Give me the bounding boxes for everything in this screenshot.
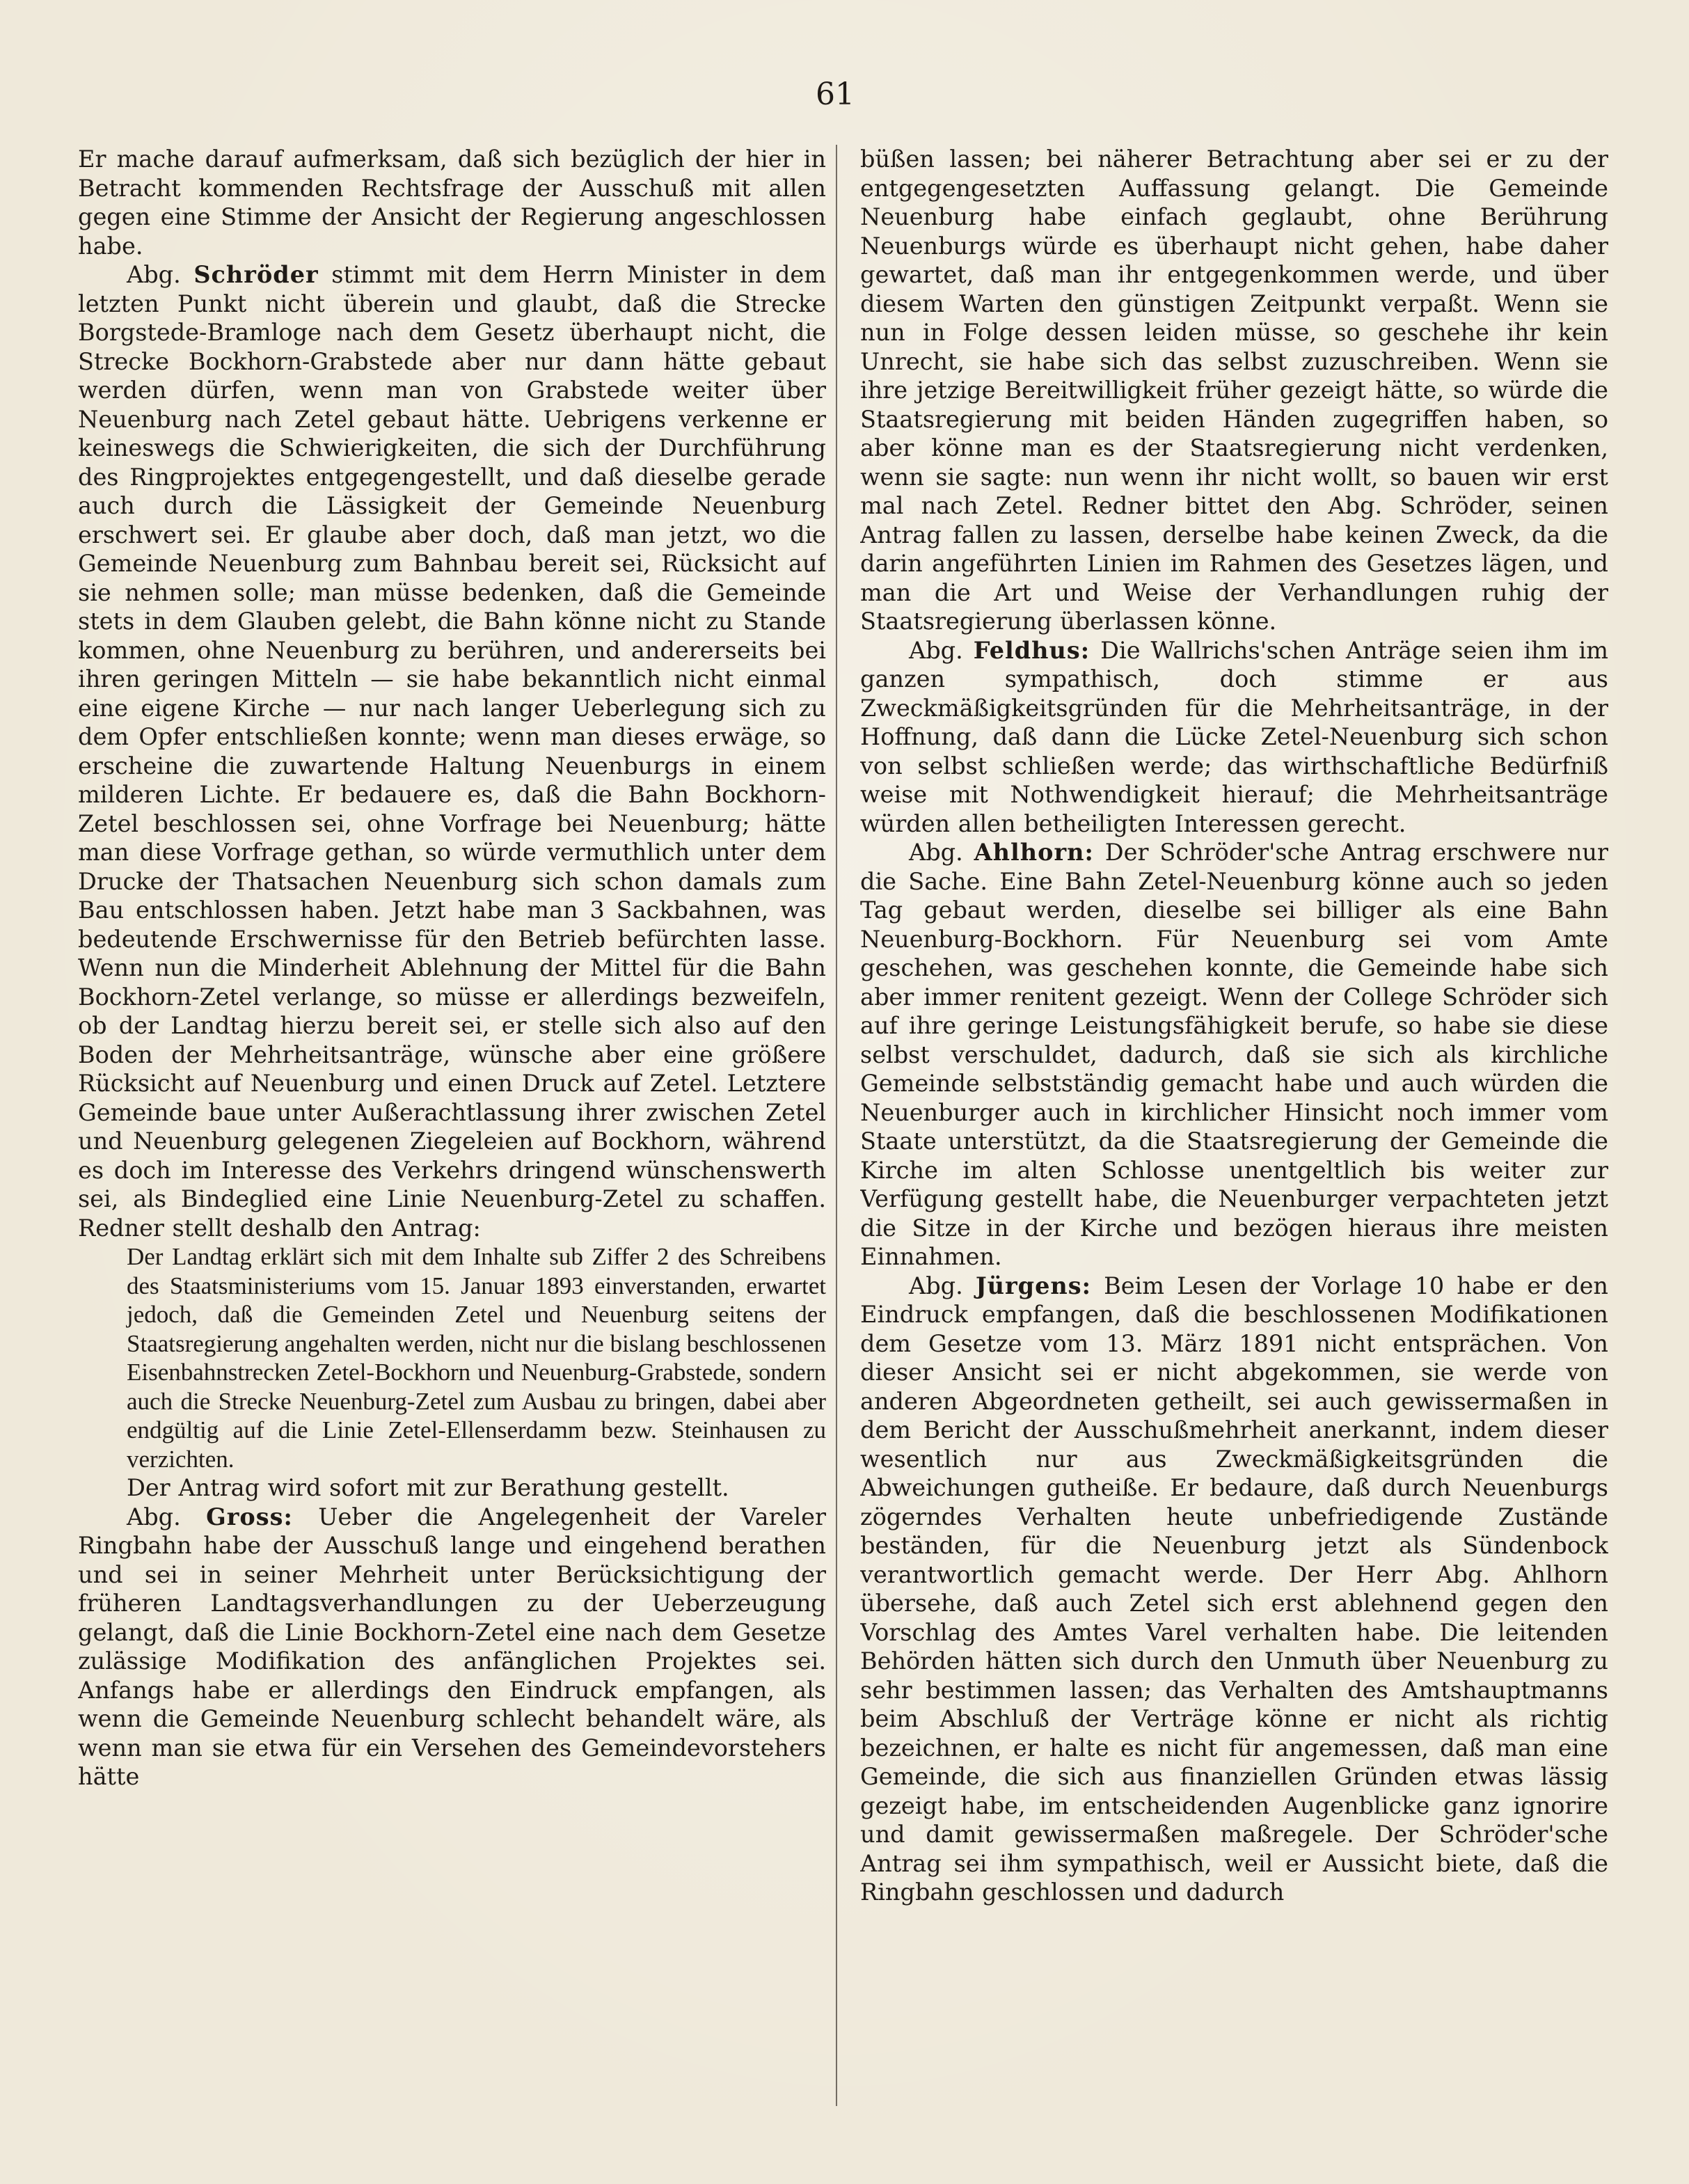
paragraph-text: Der Antrag wird sofort mit zur Berathung gestellt.	[127, 1474, 729, 1501]
speech-paragraph	[78, 1503, 826, 1791]
speaker-prefix: Abg.	[909, 636, 963, 664]
paragraph-text: Die Wallrichs'schen Anträge seien ihm im ganzen sympathisch, doch stimme er aus Zweckmäßigkeitsgründen für die Mehrheitsanträge, in der Hoffnung, daß dann die Lücke Zetel-Neuenburg sich schon von selbst schließen werde; das wirthschaftliche Bedürfniß weise mit Nothwendigkeit hierauf; die Mehrheitsanträge würden allen betheiligten Interessen gerecht.	[860, 636, 1608, 837]
right-column	[860, 145, 1608, 2100]
speaker-name: Feldhus:	[973, 636, 1091, 664]
paragraph	[860, 145, 1608, 636]
paragraph-text: Der Schröder'sche Antrag erschwere nur die Sache. Eine Bahn Zetel-Neuenburg könne auch so jeden Tag gebaut werden, dieselbe sei billiger als eine Bahn Neuenburg-Bockhorn. Für Neuenburg sei vom Amte geschehen, was geschehen konnte, die Gemeinde habe sich aber immer renitent gezeigt. Wenn der College Schröder sich auf ihre geringe Leistungsfähigkeit berufe, so habe sie diese selbst verschuldet, dadurch, daß sie sich als kirchliche Gemeinde selbstständig gemacht habe und auch würden die Neuenburger auch in kirchlicher Hinsicht noch immer vom Staate unterstützt, da die Staatsregierung der Gemeinde die Kirche im alten Schlosse unentgeltlich bis weiter zur Verfügung gestellt habe, die Neuenburger verpachteten jetzt die Sitze in der Kirche und bezögen hieraus ihre meisten Einnahmen.	[860, 839, 1608, 1270]
speech-paragraph	[860, 1272, 1608, 1907]
paragraph-text: Ueber die Angelegenheit der Vareler Ringbahn habe der Ausschuß lange und eingehend berathen und sei in seiner Mehrheit unter Berücksichtigung der früheren Landtagsverhandlungen zu der Ueberzeugung gelangt, daß die Linie Bockhorn-Zetel eine nach dem Gesetze zulässige Modifikation des anfänglichen Projektes sei. Anfangs habe er allerdings den Eindruck empfangen, als wenn die Gemeinde Neuenburg schlecht behandelt wäre, als wenn man sie etwa für ein Versehen des Gemeindevorstehers hätte	[78, 1503, 826, 1790]
paragraph	[78, 145, 826, 260]
paragraph-text: büßen lassen; bei näherer Betrachtung aber sei er zu der entgegengesetzten Auffassung gelangt. Die Gemeinde Neuenburg habe einfach geglaubt, ohne Berührung Neuenburgs würde es überhaupt nicht gehen, habe daher gewartet, daß man ihr entgegenkommen werde, und über diesem Warten den günstigen Zeitpunkt verpaßt. Wenn sie nun in Folge dessen leiden müsse, so geschehe ihr kein Unrecht, sie habe sich das selbst zuzuschreiben. Wenn sie ihre jetzige Bereitwilligkeit früher gezeigt hätte, so würde die Staatsregierung mit beiden Händen zugegriffen haben, so aber könne man es der Staatsregierung nicht verdenken, wenn sie sagte: nun wenn ihr nicht wollt, so bauen wir erst mal nach Zetel. Redner bittet den Abg. Schröder, seinen Antrag fallen zu lassen, derselbe habe keinen Zweck, da die darin angeführten Linien im Rahmen des Gesetzes lägen, und man die Art und Weise der Verhandlungen ruhig der Staatsregierung überlassen könne.	[860, 145, 1608, 635]
speaker-name: Gross:	[206, 1503, 293, 1530]
speech-paragraph	[860, 838, 1608, 1272]
motion-quote	[127, 1242, 826, 1473]
quote-text: Der Landtag erklärt sich mit dem Inhalte sub Ziffer 2 des Schreibens des Staatsministeriums vom 15. Januar 1893 einverstanden, erwartet jedoch, daß die Gemeinden Zetel und Neuenburg seitens der Staatsregierung angehalten werden, nicht nur die bislang beschlossenen Eisenbahnstrecken Zetel-Bockhorn und Neuenburg-Grabstede, sondern auch die Strecke Neuenburg-Zetel zum Ausbau zu bringen, dabei aber endgültig auf die Linie Zetel-Ellenserdamm bezw. Steinhausen zu verzichten.	[127, 1243, 826, 1473]
page-number: 61	[816, 77, 855, 112]
speaker-name: Ahlhorn:	[974, 839, 1094, 866]
paragraph-text: Beim Lesen der Vorlage 10 habe er den Eindruck empfangen, daß die beschlossenen Modifikationen dem Gesetze vom 13. März 1891 nicht entsprächen. Von dieser Ansicht sei er nicht abgekommen, sie werde von anderen Abgeordneten getheilt, sei auch gewissermaßen in dem Bericht der Ausschußmehrheit anerkannt, indem dieser wesentlich nur aus Zweckmäßigkeitsgründen die Abweichungen gutheiße. Er bedaure, daß durch Neuenburgs zögerndes Verhalten heute unbefriedigende Zustände beständen, für die Neuenburg jetzt als Sündenbock verantwortlich gemacht werde. Der Herr Abg. Ahlhorn übersehe, daß auch Zetel sich erst ablehnend gegen den Vorschlag des Amtes Varel verhalten habe. Die leitenden Behörden hätten sich durch den Unmuth über Neuenburg zu sehr bestimmen lassen; das Verhalten des Amtshauptmanns beim Abschluß der Verträge könne er nicht als richtig bezeichnen, er halte es nicht für angemessen, daß man eine Gemeinde, die sich aus finanziellen Gründen etwas lässig gezeigt habe, im entscheidenden Augenblicke ganz ignorire und damit gewissermaßen maßregele. Der Schröder'sche Antrag sei ihm sympathisch, weil er Aussicht biete, daß die Ringbahn geschlossen und dadurch	[860, 1272, 1608, 1906]
speech-paragraph	[78, 260, 826, 1242]
left-column	[78, 145, 826, 2100]
speaker-name: Jürgens:	[975, 1272, 1092, 1299]
paragraph	[78, 1473, 826, 1503]
speaker-prefix: Abg.	[127, 1503, 181, 1530]
speaker-prefix: Abg.	[909, 839, 963, 866]
speaker-prefix: Abg.	[127, 261, 181, 288]
paragraph-text: stimmt mit dem Herrn Minister in dem letzten Punkt nicht überein und glaubt, daß die Strecke Borgstede-Bramloge nach dem Gesetz überhaupt nicht, die Strecke Bockhorn-Grabstede aber nur dann hätte gebaut werden dürfen, wenn man von Grabstede weiter über Neuenburg nach Zetel gebaut hätte. Uebrigens verkenne er keineswegs die Schwierigkeiten, die sich der Durchführung des Ringprojektes entgegengestellt, und daß dieselbe gerade auch durch die Lässigkeit der Gemeinde Neuenburg erschwert sei. Er glaube aber doch, daß man jetzt, wo die Gemeinde Neuenburg zum Bahnbau bereit sei, Rücksicht auf sie nehmen solle; man müsse bedenken, daß die Gemeinde stets in dem Glauben gelebt, die Bahn könne nicht zu Stande kommen, ohne Neuenburg zu berühren, und andererseits bei ihren geringen Mitteln — sie habe bekanntlich nicht einmal eine eigene Kirche — nur nach langer Ueberlegung sich zu dem Opfer entschließen konnte; wenn man dieses erwäge, so erscheine die zuwartende Haltung Neuenburgs in einem milderen Lichte. Er bedauere es, daß die Bahn Bockhorn-Zetel beschlossen sei, ohne Vorfrage bei Neuenburg; hätte man diese Vorfrage gethan, so würde vermuthlich unter dem Drucke der Thatsachen Neuenburg sich schon damals zum Bau entschlossen haben. Jetzt habe man 3 Sackbahnen, was bedeutende Erschwernisse für den Betrieb befürchten lasse. Wenn nun die Minderheit Ablehnung der Mittel für die Bahn Bockhorn-Zetel verlange, so müsse er allerdings bezweifeln, ob der Landtag hierzu bereit sei, er stelle sich also auf den Boden der Mehrheitsanträge, wünsche aber eine größere Rücksicht auf Neuenburg und einen Druck auf Zetel. Letztere Gemeinde baue unter Außerachtlassung ihrer zwischen Zetel und Neuenburg gelegenen Ziegeleien auf Bockhorn, während es doch im Interesse des Verkehrs dringend wünschenswerth sei, als Bindeglied eine Linie Neuenburg-Zetel zu schaffen. Redner stellt deshalb den Antrag:	[78, 261, 826, 1242]
paragraph-text: Er mache darauf aufmerksam, daß sich bezüglich der hier in Betracht kommenden Rechtsfrage der Ausschuß mit allen gegen eine Stimme der Ansicht der Regierung angeschlossen habe.	[78, 145, 826, 260]
speaker-name: Schröder	[193, 261, 319, 288]
speech-paragraph	[860, 636, 1608, 839]
column-divider	[836, 145, 837, 2106]
speaker-prefix: Abg.	[909, 1272, 963, 1299]
